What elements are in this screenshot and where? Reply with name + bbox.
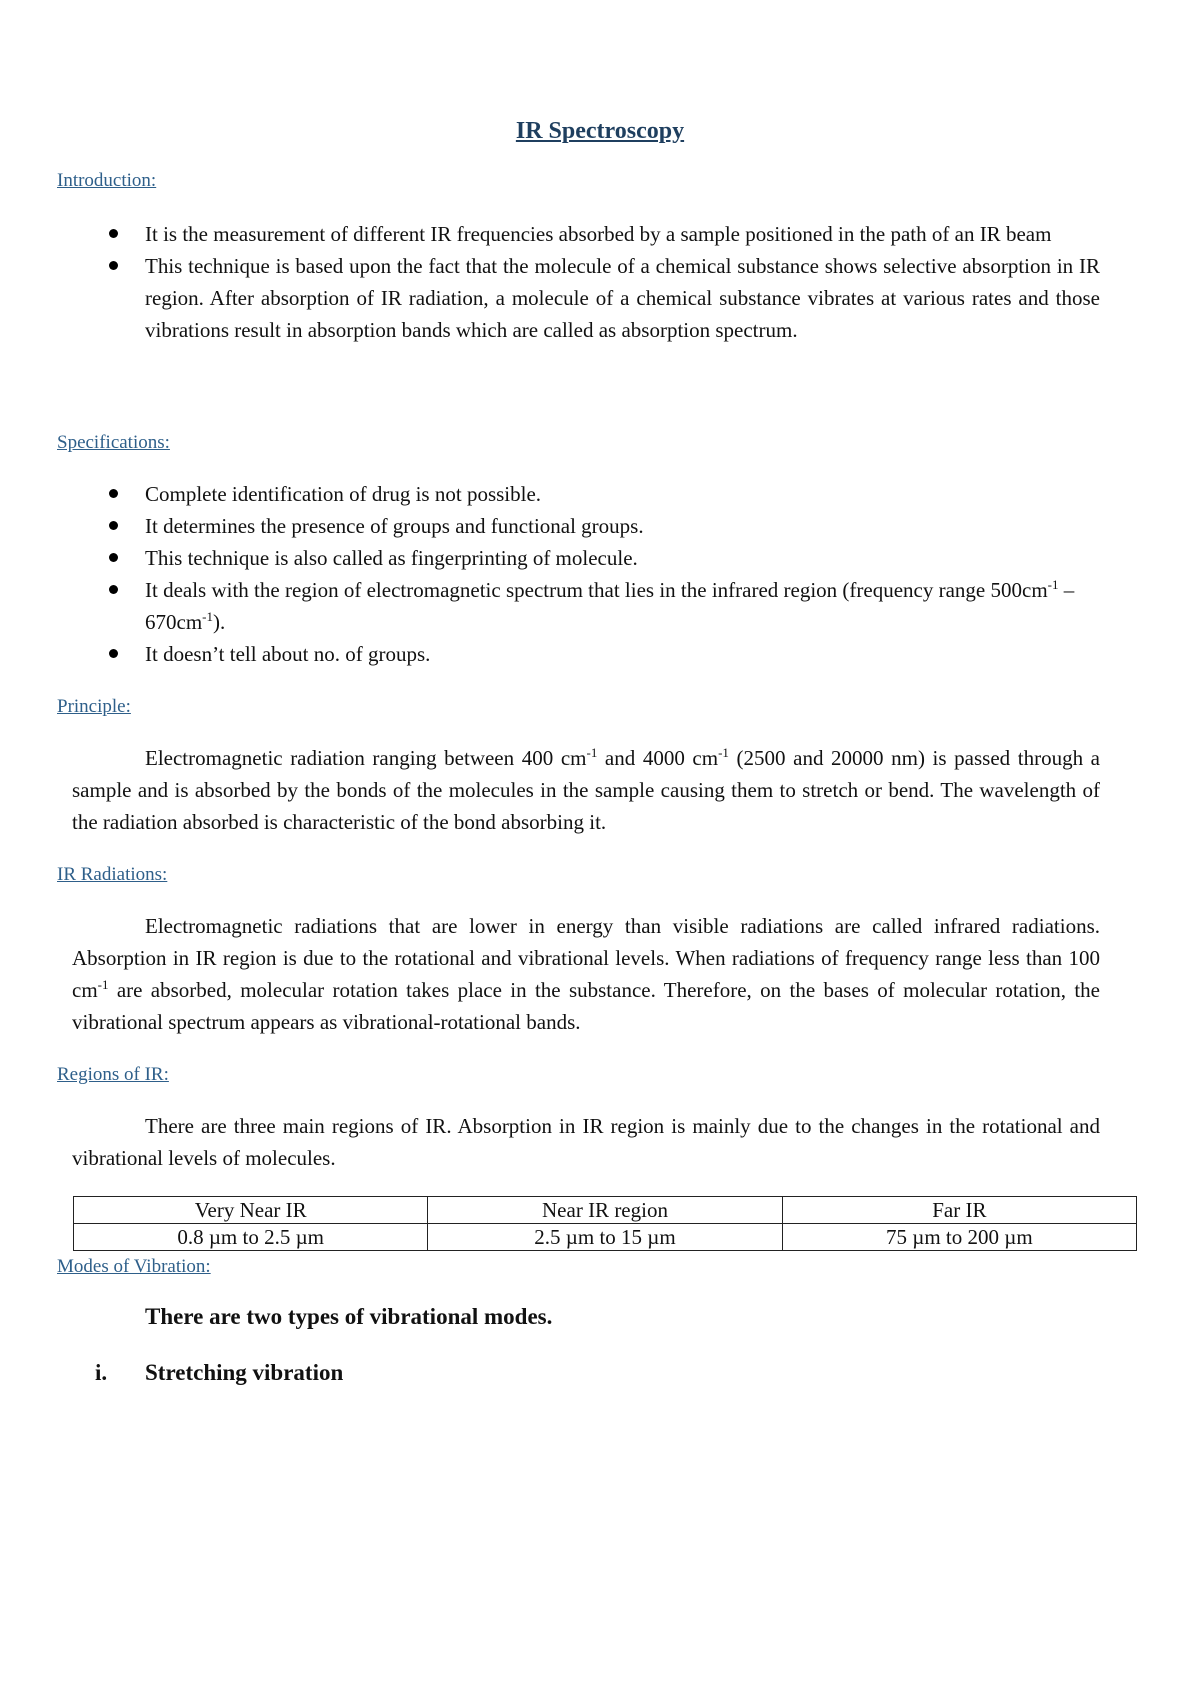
table-row (74, 1224, 1137, 1251)
list-item: It deals with the region of electromagnetic spectrum that lies in the infrared region (frequency range $500cm^{-1} - 670cm^{-1}$). (145, 574, 1100, 638)
page-title: IR Spectroscopy (515, 118, 685, 144)
heading-principle: Principle: (57, 696, 131, 717)
table-header-cell: Near IR region (428, 1197, 782, 1224)
table-cell: 2.5 µm to 15 µm (428, 1224, 782, 1251)
table-header-cell: Far IR (782, 1197, 1136, 1224)
list-item: It doesn’t tell about no. of groups. (145, 638, 1100, 670)
list-item: Complete identification of drug is not possible. (145, 478, 1100, 510)
table-cell: 0.8 µm to 2.5 µm (74, 1224, 428, 1251)
table-row (74, 1197, 1137, 1224)
stretching-vibration-item: Stretching vibration (145, 1360, 344, 1385)
heading-modes-of-vibration: Modes of Vibration: (57, 1256, 211, 1277)
introduction-list (145, 218, 1100, 346)
bullet-icon (109, 585, 118, 594)
heading-regions-of-ir: Regions of IR: (57, 1064, 169, 1085)
bullet-icon (109, 521, 118, 530)
heading-ir-radiations: IR Radiations: (57, 864, 168, 885)
ir-radiations-paragraph: Electromagnetic radiations that are lower in energy than visible radiations are called infrared radiations. Absorption in IR region is due to the rotational and vibrational levels. When radiations of frequency range less than 100 $cm^{-1}$ are absorbed, molecular rotation takes place in the substance. Therefore, on the bases of molecular rotation, the vibrational spectrum appears as vibrational-rotational bands. (72, 914, 1100, 1034)
list-item: It is the measurement of different IR frequencies absorbed by a sample positioned in the path of an IR beam (145, 218, 1100, 250)
bullet-icon (109, 553, 118, 562)
regions-paragraph: There are three main regions of IR. Absorption in IR region is mainly due to the changes in the rotational and vibrational levels of molecules. (72, 1114, 1100, 1170)
bullet-icon (109, 489, 118, 498)
ir-regions-table (73, 1196, 1137, 1251)
list-item: This technique is based upon the fact that the molecule of a chemical substance shows selective absorption in IR region. After absorption of IR radiation, a molecule of a chemical substance vibrates at various rates and those vibrations result in absorption bands which are called as absorption spectrum. (145, 250, 1100, 346)
heading-introduction: Introduction: (57, 170, 157, 191)
table-cell: 75 µm to 200 µm (782, 1224, 1136, 1251)
list-marker: i. (95, 1360, 108, 1385)
table-header-cell: Very Near IR (74, 1197, 428, 1224)
bullet-icon (109, 261, 118, 270)
bullet-icon (109, 649, 118, 658)
modes-intro: There are two types of vibrational modes. (145, 1304, 553, 1329)
heading-specifications: Specifications: (57, 432, 170, 453)
principle-paragraph: Electromagnetic radiation ranging between 400 $cm^{-1}$ and 4000 $cm^{-1}$ (2500 and 20000 nm) is passed through a sample and is absorbed by the bonds of the molecules in the sample causing them to stretch or bend. The wavelength of the radiation absorbed is characteristic of the bond absorbing it. (72, 745, 1100, 834)
specifications-list (145, 478, 1100, 670)
bullet-icon (109, 229, 118, 238)
list-item: It determines the presence of groups and functional groups. (145, 510, 1100, 542)
list-item: This technique is also called as fingerprinting of molecule. (145, 542, 1100, 574)
